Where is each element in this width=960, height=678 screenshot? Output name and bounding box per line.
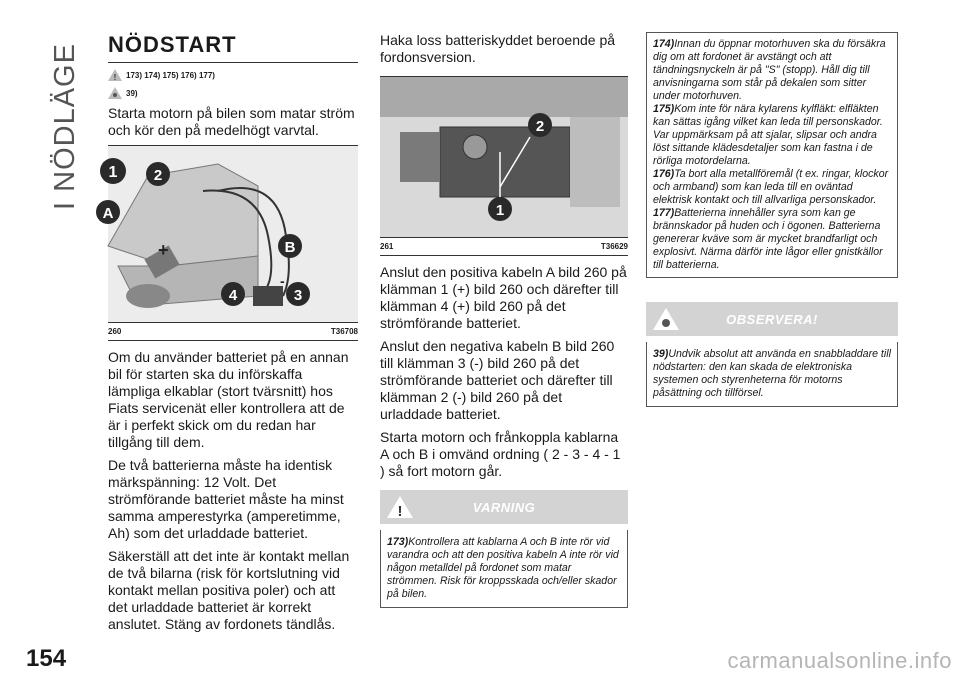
body-paragraph: De två batterierna måste ha identisk märkspänning: 12 Volt. Det strömförande batteriet måste ha minst samma amperestyrka (amperetimme, Ah) som det urladdade batteriet. <box>108 457 344 541</box>
jump-start-illustration <box>102 146 358 322</box>
svg-text:!: ! <box>113 73 117 82</box>
reference-list: 39) <box>126 88 138 98</box>
callout-2 <box>528 113 552 137</box>
body-paragraph: Anslut den negativa kabeln B bild 260 till klämman 3 (-) bild 260 på det strömförande batteriet och därefter till klämman 2 (-) bild 260 på det urladdade batteriet. <box>380 338 615 422</box>
figure-number: 260 <box>108 327 122 336</box>
body-paragraph: Starta motorn och frånkoppla kablarna A och B i omvänd ordning ( 2 - 3 - 4 - 1 ) så fort motorn går. <box>380 429 621 479</box>
note-text: Batterierna innehåller syra som kan ge brännskador på huden och i ögonen. Batterierna genererar kväve som är mycket brandfarligt och explosivt. Närma därför inte lågor eller gnistkällor till batterierna. <box>653 207 883 271</box>
section-label: I NÖDLÄGE <box>48 43 81 210</box>
body-paragraph: Säkerställ att det inte är kontakt mellan de två bilarna (risk för kortslutning vid kontakt mellan positiva poler) och att det urladdade batteriet är korrekt anslutet. Stäng av fordonets tändlås. <box>108 548 350 632</box>
minus-sign: - <box>280 273 285 289</box>
figure-code: T36629 <box>600 242 628 251</box>
note-number: 175) <box>653 103 675 115</box>
callout-B <box>278 234 302 258</box>
warning-icon <box>108 69 122 81</box>
callout-2 <box>146 162 170 186</box>
note-text: Ta bort alla metallföremål (t ex. ringar, klockor och armband) som kan leda till en oväntad elektrisk kontakt och till allvarliga personskador. <box>653 168 889 206</box>
note-number: 173) <box>387 536 409 548</box>
svg-text:1: 1 <box>495 202 505 219</box>
callout-1 <box>488 197 512 221</box>
warning-header <box>380 490 628 524</box>
figure-261 <box>380 76 628 238</box>
page-number: 154 <box>26 645 67 672</box>
note-number: 39) <box>653 348 669 360</box>
svg-text:2: 2 <box>153 167 163 184</box>
note-number: 176) <box>653 168 675 180</box>
svg-text:1: 1 <box>108 164 118 181</box>
plus-sign: + <box>158 240 169 260</box>
reference-list: 173) 174) 175) 176) 177) <box>126 70 215 80</box>
warning-title: VARNING <box>472 499 536 515</box>
svg-text:2: 2 <box>535 118 545 135</box>
callout-1 <box>100 158 126 184</box>
body-paragraph: Anslut den positiva kabeln A bild 260 på klämman 1 (+) bild 260 och därefter till klämman 4 (+) bild 260 på det strömförande batteriet. <box>380 264 627 331</box>
watermark: carmanualsonline.info <box>727 648 952 673</box>
note-text: Kom inte för nära kylarens kylfläkt: elfläkten kan sättas igång vilket kan leda till personskador. Var uppmärksam på att sjalar, slipsar och andra löst sittande klädesdetaljer som kan fastna i de rörliga motordelarna. <box>653 103 883 167</box>
figure-number: 261 <box>380 242 394 251</box>
note-number: 174) <box>653 38 675 50</box>
column-1 <box>102 32 358 639</box>
svg-text:4: 4 <box>228 287 238 304</box>
observe-header <box>646 302 898 336</box>
section-title: NÖDSTART <box>108 32 358 63</box>
warning-icon <box>386 495 414 519</box>
note-175 <box>653 103 891 168</box>
reference-row-warnings <box>108 69 358 81</box>
warning-note-173 <box>380 530 628 608</box>
callout-A <box>96 200 120 224</box>
figure-code: T36708 <box>330 327 358 336</box>
column-2 <box>380 32 628 608</box>
reference-row-notes <box>108 87 358 99</box>
figure-caption <box>108 323 358 340</box>
note-177 <box>653 207 891 272</box>
battery-compartment-illustration <box>380 77 628 237</box>
note-174 <box>653 38 891 103</box>
observe-title: OBSERVERA! <box>726 311 818 327</box>
figure-260 <box>102 145 358 323</box>
observe-note-39 <box>646 342 898 407</box>
figure-caption <box>380 238 628 255</box>
svg-text:B: B <box>284 239 296 256</box>
note-text: Kontrollera att kablarna A och B inte rör vid varandra och att den positiva kabeln A inte rör vid någon metalldel på fordonet som matar strömmen. Risk för kroppsskada och/eller skador på bilen. <box>387 536 619 600</box>
callout-3 <box>286 282 310 306</box>
note-number: 177) <box>653 207 675 219</box>
section-tab <box>22 43 81 210</box>
hand-icon <box>108 87 122 99</box>
hand-icon <box>652 307 680 331</box>
warning-notes-box <box>646 32 898 278</box>
body-paragraph: Haka loss batteriskyddet beroende på fordonsversion. <box>380 32 616 65</box>
note-text: Undvik absolut att använda en snabbladdare till nödstarten: den kan skada de elektroniska systemen och styrenheterna för motorns påsättning och tillförsel. <box>653 348 891 399</box>
note-176 <box>653 168 891 207</box>
body-paragraph: Om du använder batteriet på en annan bil för starten ska du införskaffa lämpliga elkablar (stort tvärsnitt) hos Fiats servicenät eller kontrollera att de är i perfekt skick om du redan har tillgång till dem. <box>108 349 349 450</box>
svg-text:A: A <box>102 205 114 222</box>
note-text: Innan du öppnar motorhuven ska du försäkra dig om att fordonet är avstängt och att tändningsnyckeln är på "S" (stopp). Håll dig till anvisningarna som står på dekalen som sitter under motorhuven. <box>653 38 886 102</box>
callout-4 <box>221 282 245 306</box>
svg-text:!: ! <box>397 503 403 520</box>
intro-paragraph: Starta motorn på bilen som matar ström och kör den på medelhögt varvtal. <box>108 105 355 138</box>
svg-text:3: 3 <box>293 287 303 304</box>
column-3 <box>646 32 898 407</box>
